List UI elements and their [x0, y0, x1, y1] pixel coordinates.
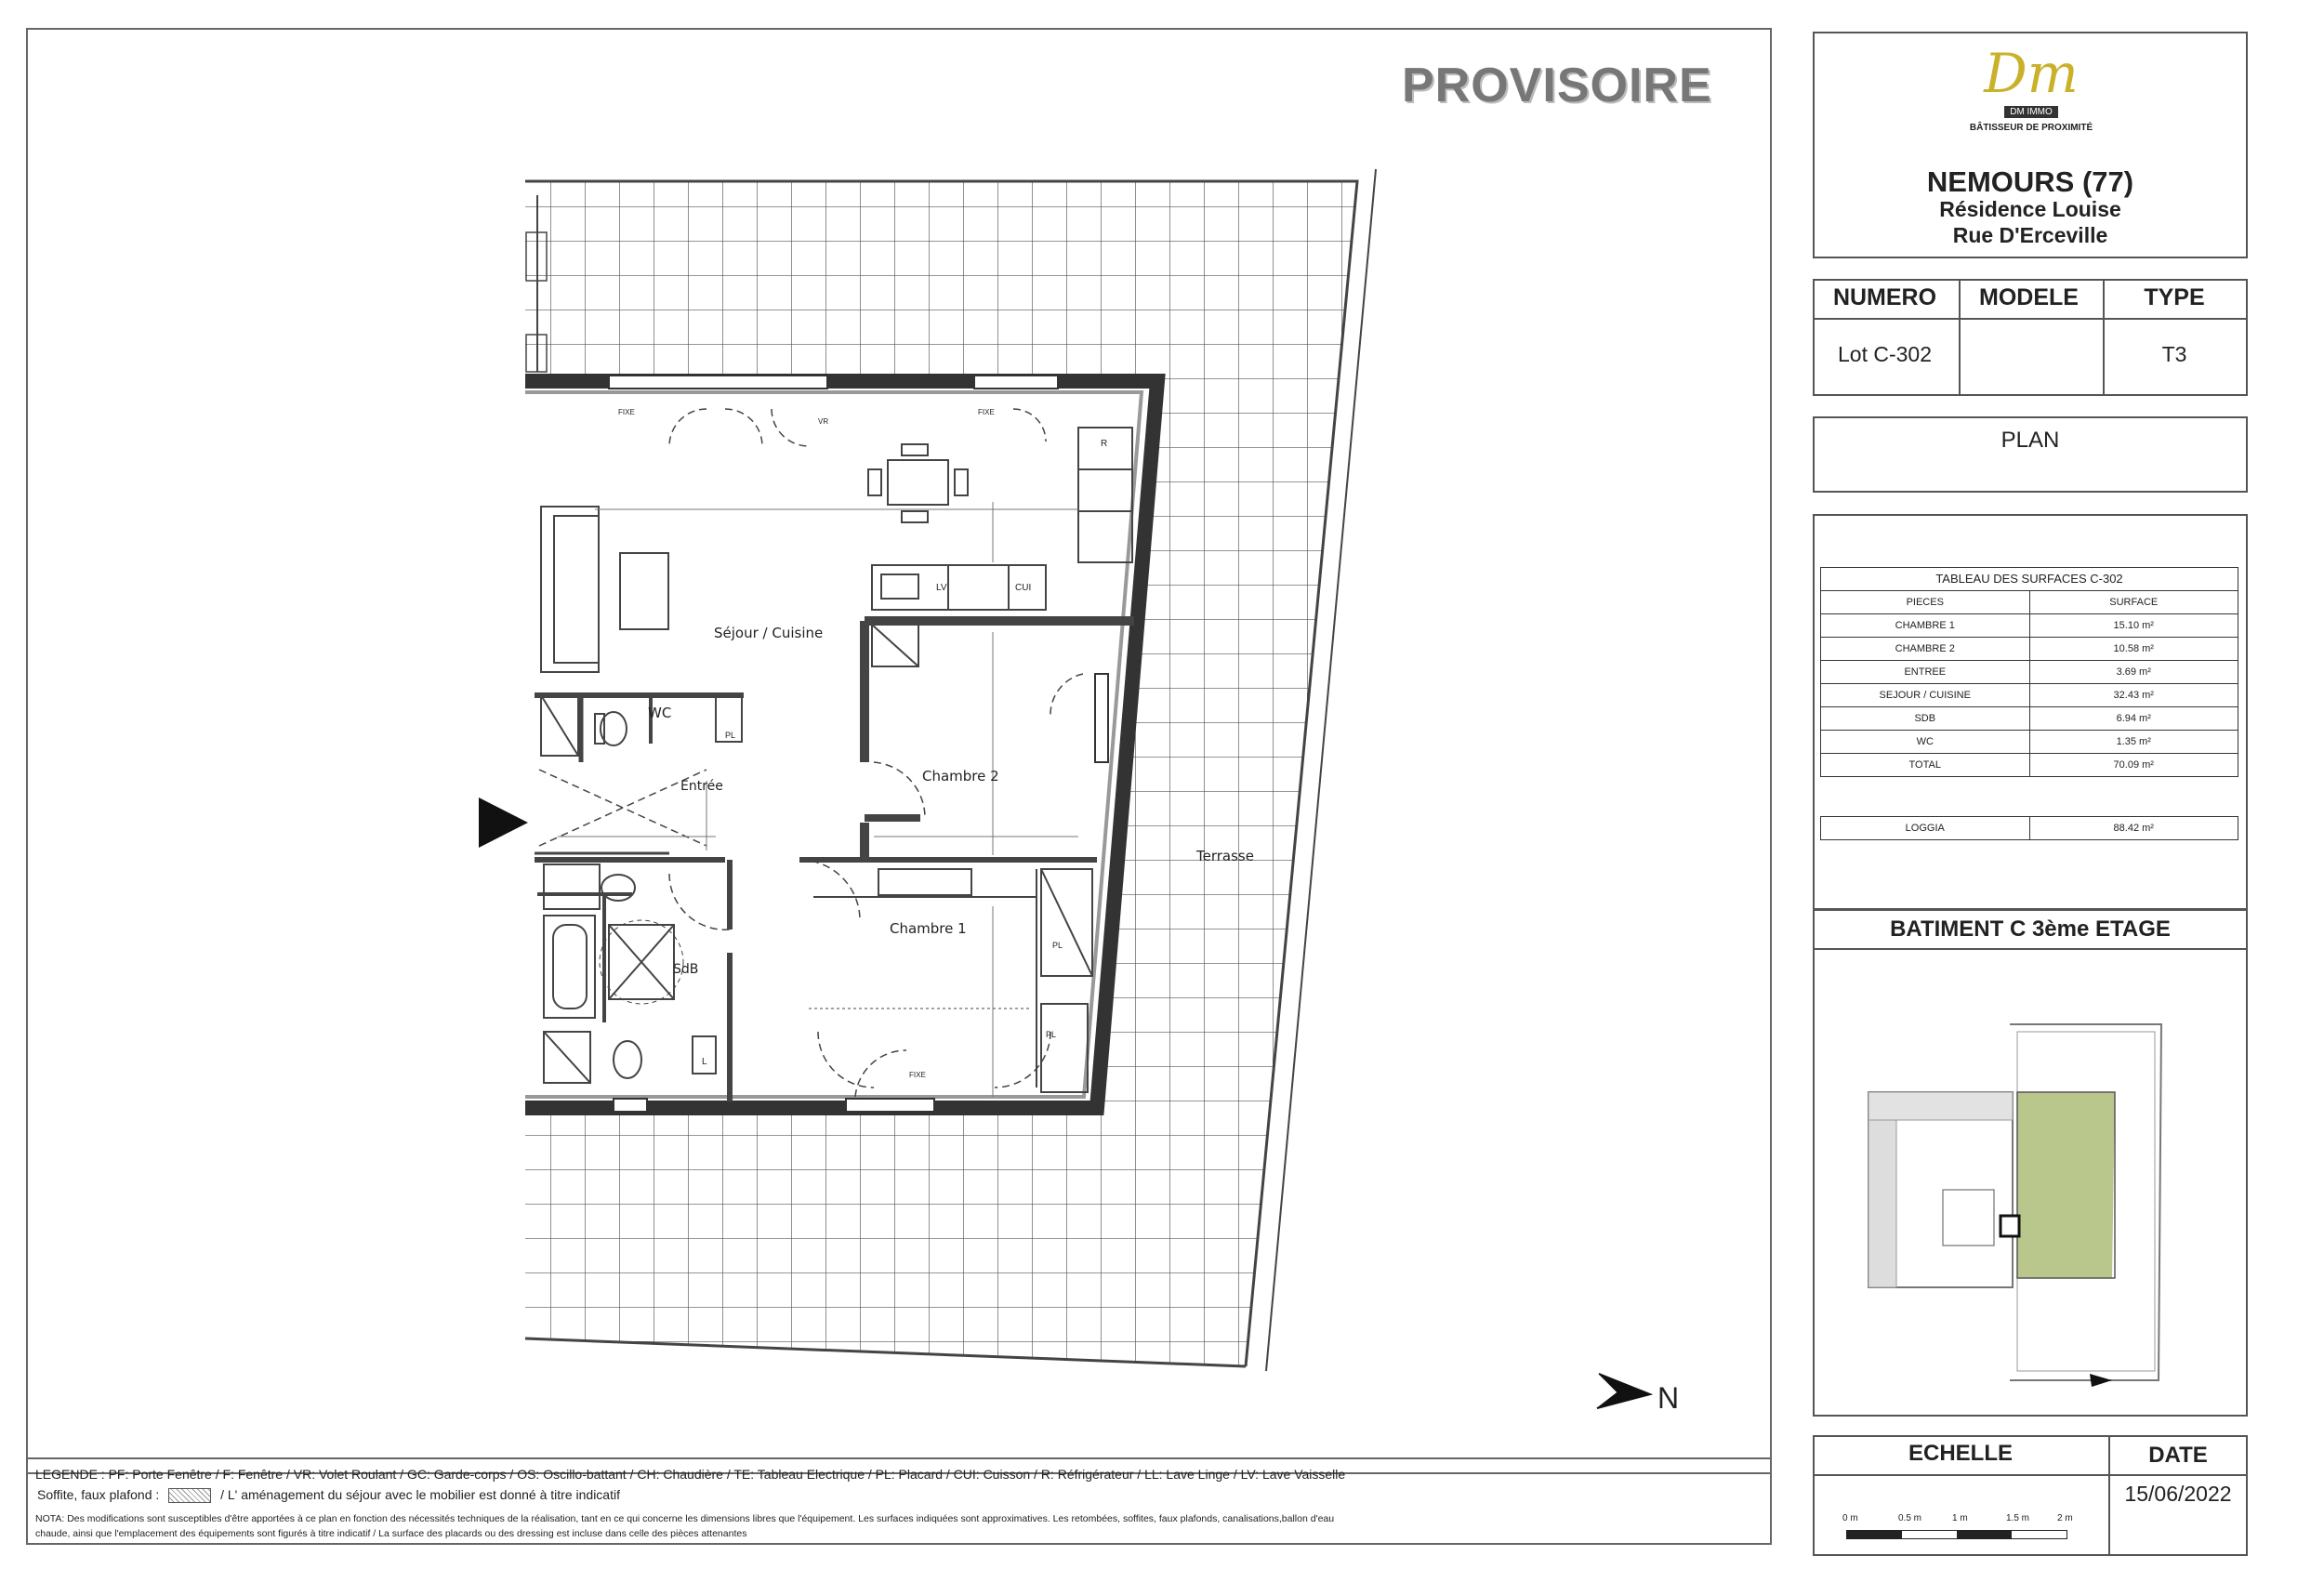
loggia-surface: 88.42 m²: [2113, 823, 2154, 834]
legend-line-2: [37, 1487, 620, 1503]
project-residence: Résidence Louise: [1939, 197, 2121, 221]
logo-mark: Dm: [1984, 42, 2079, 105]
north-letter: N: [1657, 1381, 1680, 1415]
fixture-vr: VR: [818, 417, 829, 426]
piece-surface: 32.43 m²: [2113, 690, 2154, 701]
surfaces-row: [1821, 731, 2238, 754]
piece-name: WC: [1821, 731, 2030, 753]
key-plan-highlight: [2017, 1092, 2115, 1278]
piece-name: ENTREE: [1821, 661, 2030, 683]
legend-line-1: LEGENDE : PF: Porte Fenêtre / F: Fenêtre / VR: Volet Roulant / GC: Garde-corps / OS: Oscillo-battant / CH: Chaudière / TE: Tableau Electrique / PL: Placard / CUI: Cuisson / R: Réfrigérateur / LL: Lave Linge / LV: Lave Vaisselle: [35, 1467, 1346, 1482]
scale-tick-3: 1.5 m: [2006, 1513, 2030, 1523]
logo-brand: DM IMMO: [2004, 106, 2058, 118]
room-label-terrasse: Terrasse: [1196, 848, 1254, 864]
fixture-fixe-3: FIXE: [909, 1071, 926, 1079]
piece-surface: 3.69 m²: [2116, 666, 2151, 678]
surfaces-row: [1821, 707, 2238, 731]
fixture-pl-3: PL: [1046, 1030, 1057, 1039]
provisional-stamp: PROVISOIRE: [1402, 59, 1712, 112]
piece-surface: 70.09 m²: [2113, 759, 2154, 771]
fixture-fixe-2: FIXE: [978, 408, 995, 416]
piece-name: CHAMBRE 1: [1821, 614, 2030, 637]
surfaces-col-surface: SURFACE: [2109, 597, 2159, 608]
project-street: Rue D'Erceville: [1952, 223, 2108, 247]
scale-date-divider-h: [1813, 1474, 2248, 1476]
piece-name: CHAMBRE 2: [1821, 638, 2030, 660]
legend-nota-2: chaude, ainsi que l'emplacement des équipements sont figurés à titre indicatif / La surface des placards ou des dressing est incluse dans celle des pièces attenantes: [35, 1528, 747, 1539]
piece-surface: 10.58 m²: [2113, 643, 2154, 654]
scale-tick-4: 2 m: [2057, 1513, 2073, 1523]
fixture-fixe: FIXE: [618, 408, 635, 416]
surfaces-row-total: [1821, 754, 2238, 776]
surfaces-title: TABLEAU DES SURFACES C-302: [1821, 568, 2238, 591]
col-modele: MODELE: [1979, 284, 2079, 310]
legend-soffite-swatch: [168, 1488, 211, 1503]
legend-mobilier-note: / L' aménagement du séjour avec le mobilier est donné à titre indicatif: [220, 1487, 620, 1502]
room-label-wc: WC: [648, 705, 672, 721]
legend-nota-1: NOTA: Des modifications sont susceptibles d'être apportées à ce plan en fonction des nécessités techniques de la réalisation, tant en ce qui concerne les dimensions libres que l'équipement. Les surfaces indiquées sont approximatives. Les retombées, soffites, faux plafonds, canalisations,ballon d'eau: [35, 1513, 1335, 1524]
piece-surface: 15.10 m²: [2113, 620, 2154, 631]
date-label: DATE: [2148, 1443, 2208, 1468]
entrance-arrow: [479, 798, 528, 848]
fixture-l: L: [702, 1057, 707, 1067]
surfaces-header: [1821, 591, 2238, 614]
surfaces-row: [1821, 661, 2238, 684]
surfaces-row: [1821, 614, 2238, 638]
building-divider: [1813, 948, 2248, 950]
piece-surface: 1.35 m²: [2116, 736, 2151, 747]
room-label-entree: Entrée: [680, 779, 723, 794]
scale-bar: [1846, 1530, 2067, 1539]
fixture-pl: PL: [725, 731, 736, 740]
fixture-pl-2: PL: [1052, 941, 1063, 950]
legend-soffite-label: Soffite, faux plafond :: [37, 1487, 160, 1502]
room-label-sdb: SdB: [673, 962, 699, 977]
key-plan: [1859, 1013, 2175, 1394]
loggia-row: [1821, 817, 2238, 839]
room-label-chambre1: Chambre 1: [890, 920, 967, 937]
room-label-chambre2: Chambre 2: [922, 768, 999, 784]
loggia-table: [1820, 816, 2238, 840]
piece-surface: 6.94 m²: [2116, 713, 2151, 724]
scale-tick-1: 0.5 m: [1898, 1513, 1922, 1523]
surfaces-row: [1821, 684, 2238, 707]
col-numero: NUMERO: [1832, 284, 1937, 310]
scale-tick-0: 0 m: [1842, 1513, 1858, 1523]
piece-name: TOTAL: [1821, 754, 2030, 776]
scale-tick-2: 1 m: [1952, 1513, 1968, 1523]
surfaces-row: [1821, 638, 2238, 661]
value-numero: Lot C-302: [1837, 342, 1932, 366]
piece-name: SDB: [1821, 707, 2030, 730]
piece-name: SEJOUR / CUISINE: [1821, 684, 2030, 706]
fixture-r: R: [1101, 439, 1108, 449]
logo-tagline: BÂTISSEUR DE PROXIMITÉ: [1969, 123, 2093, 133]
project-city: NEMOURS (77): [1926, 165, 2134, 198]
fixture-cui: CUI: [1015, 583, 1032, 593]
col-type: TYPE: [2144, 284, 2205, 310]
loggia-name: LOGGIA: [1821, 817, 2030, 839]
plan-label: PLAN: [2000, 428, 2060, 453]
north-arrow: [1597, 1374, 1650, 1408]
surfaces-table: [1820, 567, 2238, 777]
surfaces-col-pieces: PIECES: [1821, 591, 2030, 613]
building-title: BATIMENT C 3ème ETAGE: [1890, 916, 2171, 942]
scale-label: ECHELLE: [1908, 1441, 2013, 1466]
date-value: 15/06/2022: [2124, 1482, 2232, 1506]
logo: [1952, 42, 2110, 133]
fixture-lv: LV: [936, 583, 947, 593]
room-label-sejour: Séjour / Cuisine: [714, 625, 824, 641]
value-type: T3: [2161, 342, 2187, 366]
